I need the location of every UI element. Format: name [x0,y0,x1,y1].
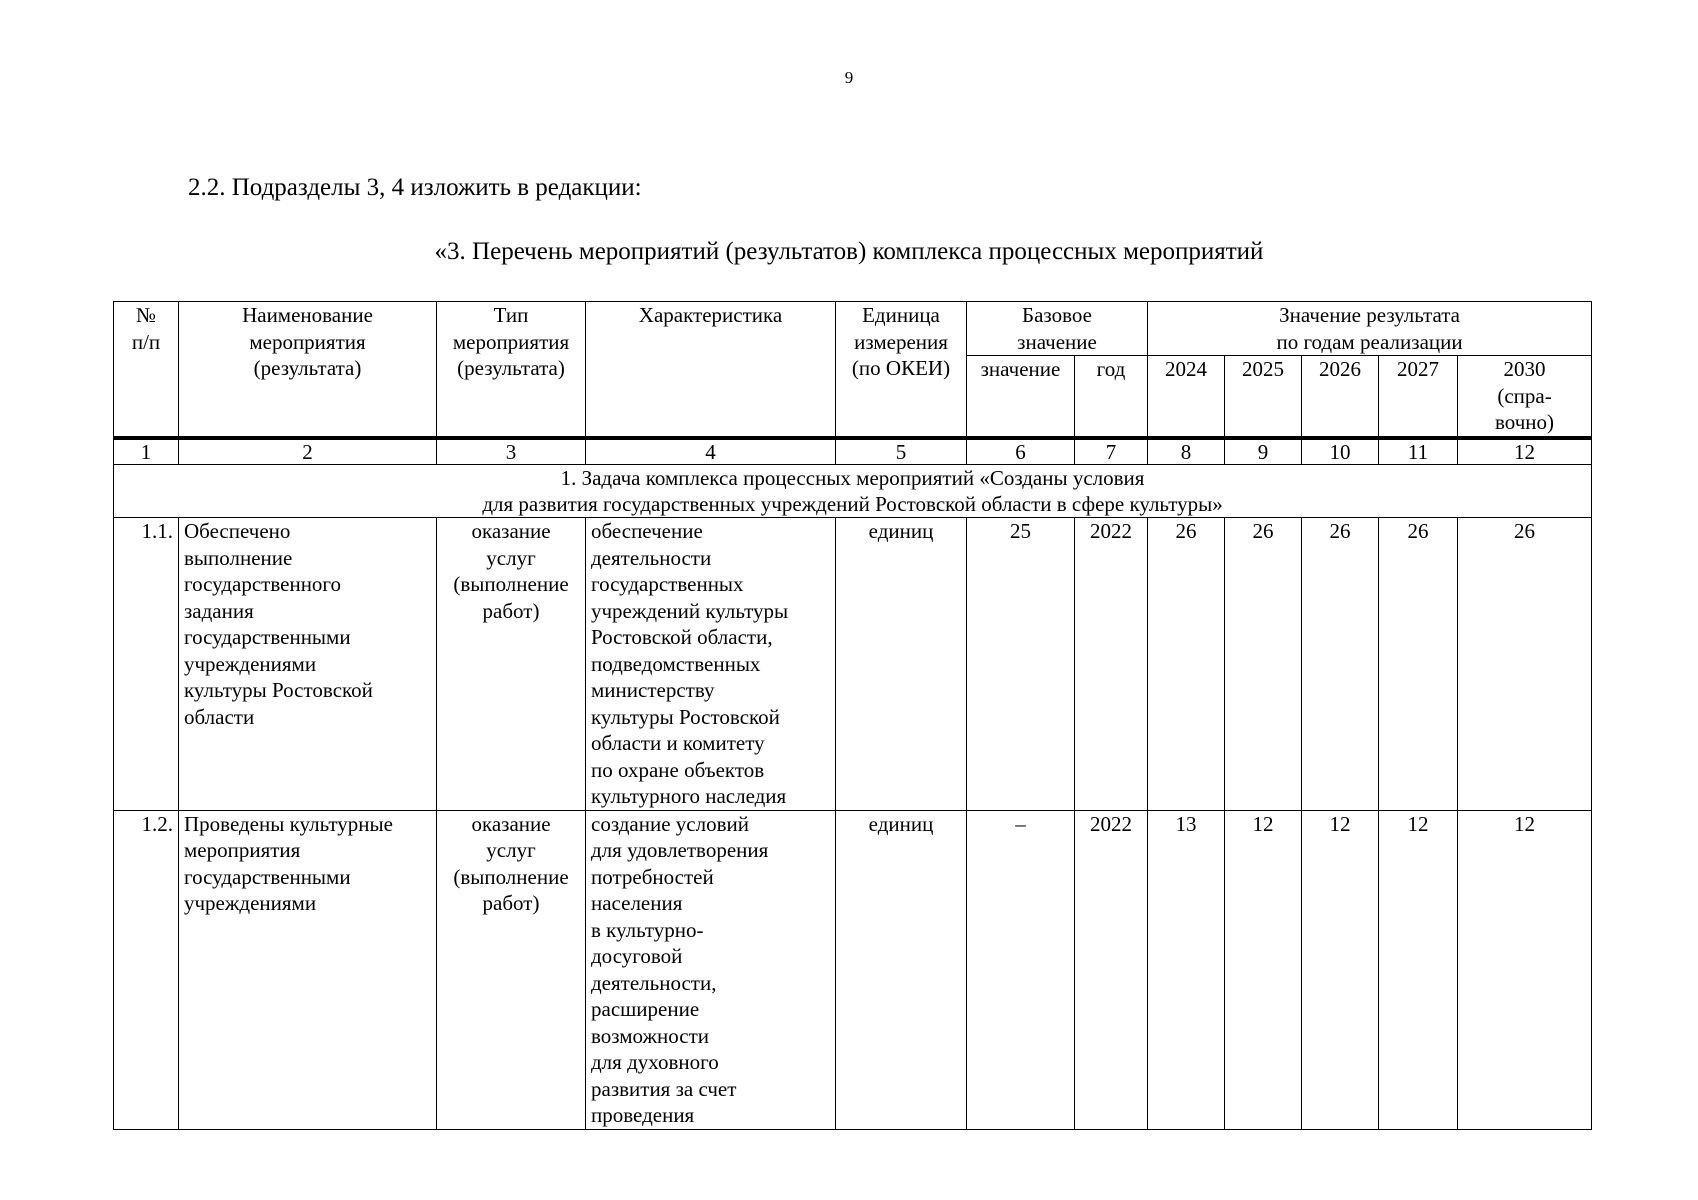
row-value-2030: 26 [1458,518,1592,811]
page-number: 9 [844,68,854,87]
header-year-2026: 2026 [1302,356,1379,439]
header-type: Тип мероприятия (результата) [437,302,586,439]
row-name: Проведены культурные мероприятия государственными учреждениями [179,810,437,1129]
header-base-value: значение [967,356,1075,439]
column-number: 3 [437,438,586,465]
header-base: Базовое значение [967,302,1148,356]
row-value-2024: 13 [1148,810,1225,1129]
header-year-2025: 2025 [1225,356,1302,439]
row-base-value: – [967,810,1075,1129]
section-title: «3. Перечень мероприятий (результатов) комплекса процессных мероприятий [434,238,1264,265]
table-row [114,810,1592,1129]
column-number: 8 [1148,438,1225,465]
column-number: 2 [179,438,437,465]
row-value-2024: 26 [1148,518,1225,811]
table-row [114,518,1592,811]
row-type: оказание услуг (выполнение работ) [437,518,586,811]
header-unit: Единица измерения (по ОКЕИ) [836,302,967,439]
column-number-row [114,438,1592,465]
column-number: 12 [1458,438,1592,465]
column-number: 5 [836,438,967,465]
instruction-text: 2.2. Подразделы 3, 4 изложить в редакции: [188,174,642,201]
header-num: № п/п [114,302,179,439]
header-year-2027: 2027 [1379,356,1458,439]
row-unit: единиц [836,518,967,811]
row-base-value: 25 [967,518,1075,811]
row-base-year: 2022 [1075,810,1148,1129]
row-value-2027: 26 [1379,518,1458,811]
row-number: 1.2. [114,810,179,1129]
row-number: 1.1. [114,518,179,811]
task-row [114,465,1592,518]
row-type: оказание услуг (выполнение работ) [437,810,586,1129]
row-value-2030: 12 [1458,810,1592,1129]
row-characteristic: обеспечение деятельности государственных учреждений культуры Ростовской области, подведомственных министерству культуры Ростовской области и комитету по охране объектов культурного наследия [586,518,836,811]
task-title: 1. Задача комплекса процессных мероприятий «Созданы условия для развития государственных учреждений Ростовской области в сфере культуры» [114,465,1592,518]
results-table [113,301,1592,1130]
row-name: Обеспечено выполнение государственного задания государственными учреждениями культуры Ростовской области [179,518,437,811]
header-row-1 [114,302,1592,356]
row-value-2026: 26 [1302,518,1379,811]
row-unit: единиц [836,810,967,1129]
column-number: 1 [114,438,179,465]
column-number: 11 [1379,438,1458,465]
column-number: 6 [967,438,1075,465]
row-value-2026: 12 [1302,810,1379,1129]
row-value-2025: 12 [1225,810,1302,1129]
column-number: 7 [1075,438,1148,465]
header-result: Значение результата по годам реализации [1148,302,1592,356]
column-number: 4 [586,438,836,465]
column-number: 9 [1225,438,1302,465]
row-value-2025: 26 [1225,518,1302,811]
header-name: Наименование мероприятия (результата) [179,302,437,439]
header-characteristic: Характеристика [586,302,836,439]
row-characteristic: создание условий для удовлетворения потребностей населения в культурно- досуговой деятельности, расширение возможности для духовного развития за счет проведения [586,810,836,1129]
header-base-year: год [1075,356,1148,439]
row-base-year: 2022 [1075,518,1148,811]
header-year-2024: 2024 [1148,356,1225,439]
row-value-2027: 12 [1379,810,1458,1129]
column-number: 10 [1302,438,1379,465]
header-year-2030: 2030 (спра- вочно) [1458,356,1592,439]
